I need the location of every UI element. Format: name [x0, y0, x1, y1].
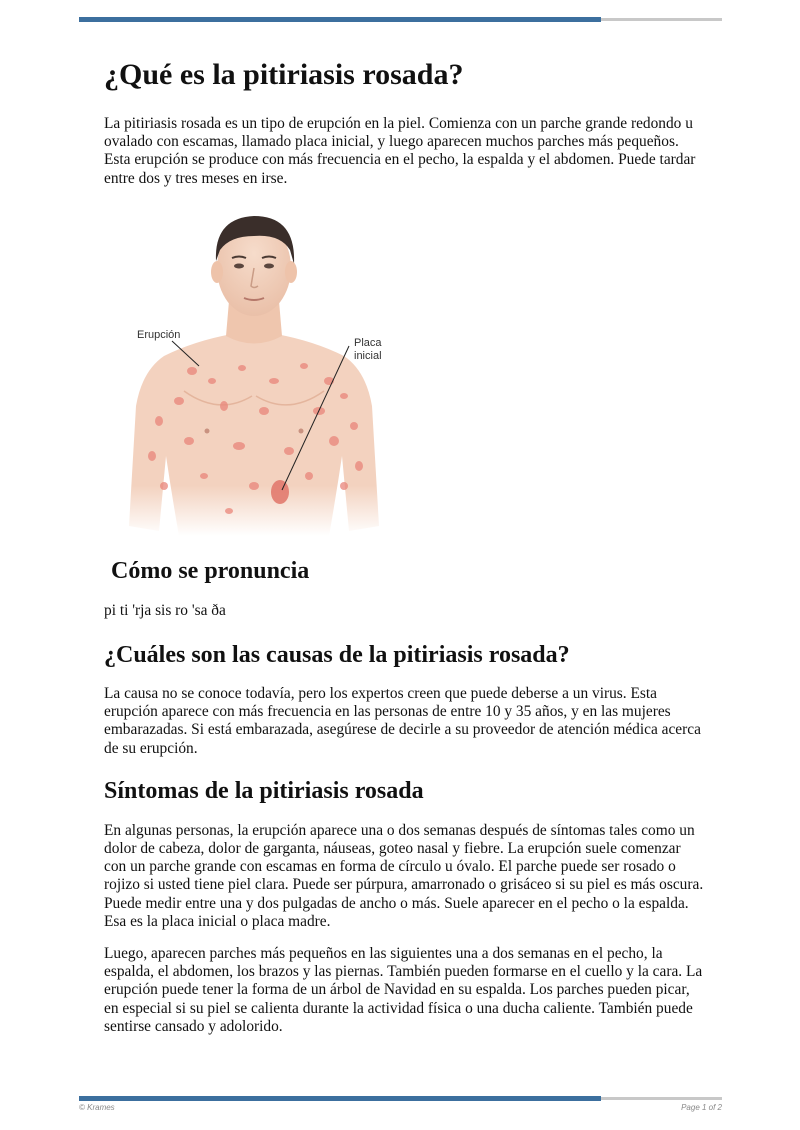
torso-figure-svg	[104, 206, 404, 536]
causes-heading: ¿Cuáles son las causas de la pitiriasis rosada?	[104, 642, 570, 669]
footer-rule	[79, 1096, 722, 1101]
symptoms-paragraph-1: En algunas personas, la erupción aparece una o dos semanas después de síntomas tales como un dolor de cabeza, dolor de garganta, náuseas, goteo nasal y fiebre. La erupción suele comenzar con un parche grande con escamas en forma de círculo u óvalo. El parche puede ser rosado o rojizo si usted tiene piel clara. Puede ser púrpura, amarronado o grisáceo si su piel es más oscura. Puede medir entre una y dos pulgadas de ancho o más. Suele aparecer en el pecho o la espalda. Esa es la placa inicial o placa madre.	[104, 821, 704, 930]
article	[104, 55, 704, 1036]
torso-shape	[129, 334, 379, 536]
footer-rule-grey	[601, 1097, 722, 1100]
symptoms-heading: Síntomas de la pitiriasis rosada	[104, 777, 424, 804]
label-placa-2: inicial	[354, 349, 382, 362]
top-rule-accent	[79, 17, 601, 22]
page-title: ¿Qué es la pitiriasis rosada?	[104, 58, 464, 91]
symptoms-paragraph-2: Luego, aparecen parches más pequeños en las siguientes una a dos semanas en el pecho, la espalda, el abdomen, los brazos y las piernas. También pueden formarse en el cuello y la cara. La erupción puede tener la forma de un árbol de Navidad en su espalda. Los parches pueden picar, en especial si su piel se calienta durante la actividad física o una ducha caliente. También puede sentirse cansado y adolorido.	[104, 945, 703, 1035]
causes-paragraph: La causa no se conoce todavía, pero los expertos creen que puede deberse a un virus. Esta erupción aparece con más frecuencia en las personas de entre 10 y 35 años, y en las mujeres embarazadas. Si está embarazada, asegúrese de decirle a su proveedor de atención médica acerca de su erupción.	[104, 685, 701, 757]
pronounce-heading: Cómo se pronuncia	[111, 557, 310, 584]
top-rule-grey	[601, 18, 722, 21]
label-placa-1: Placa	[354, 336, 382, 349]
herald-patch	[271, 480, 289, 504]
top-rule	[79, 17, 722, 22]
torso-illustration	[104, 206, 404, 536]
footer-rule-accent	[79, 1096, 601, 1101]
intro-paragraph: La pitiriasis rosada es un tipo de erupción en la piel. Comienza con un parche grande redondo u ovalado con escamas, llamado placa inicial, y luego aparecen muchos parches más pequeños. Esta erupción se produce con más frecuencia en el pecho, la espalda y el abdomen. Puede tardar entre dos y tres meses en irse.	[104, 115, 696, 187]
footer-page-number: Page 1 of 2	[681, 1103, 722, 1112]
pronounce-text: pi ti 'rja sis ro 'sa ða	[104, 601, 226, 619]
label-rash: Erupción	[137, 328, 181, 341]
footer-copyright: © Krames	[79, 1103, 115, 1112]
